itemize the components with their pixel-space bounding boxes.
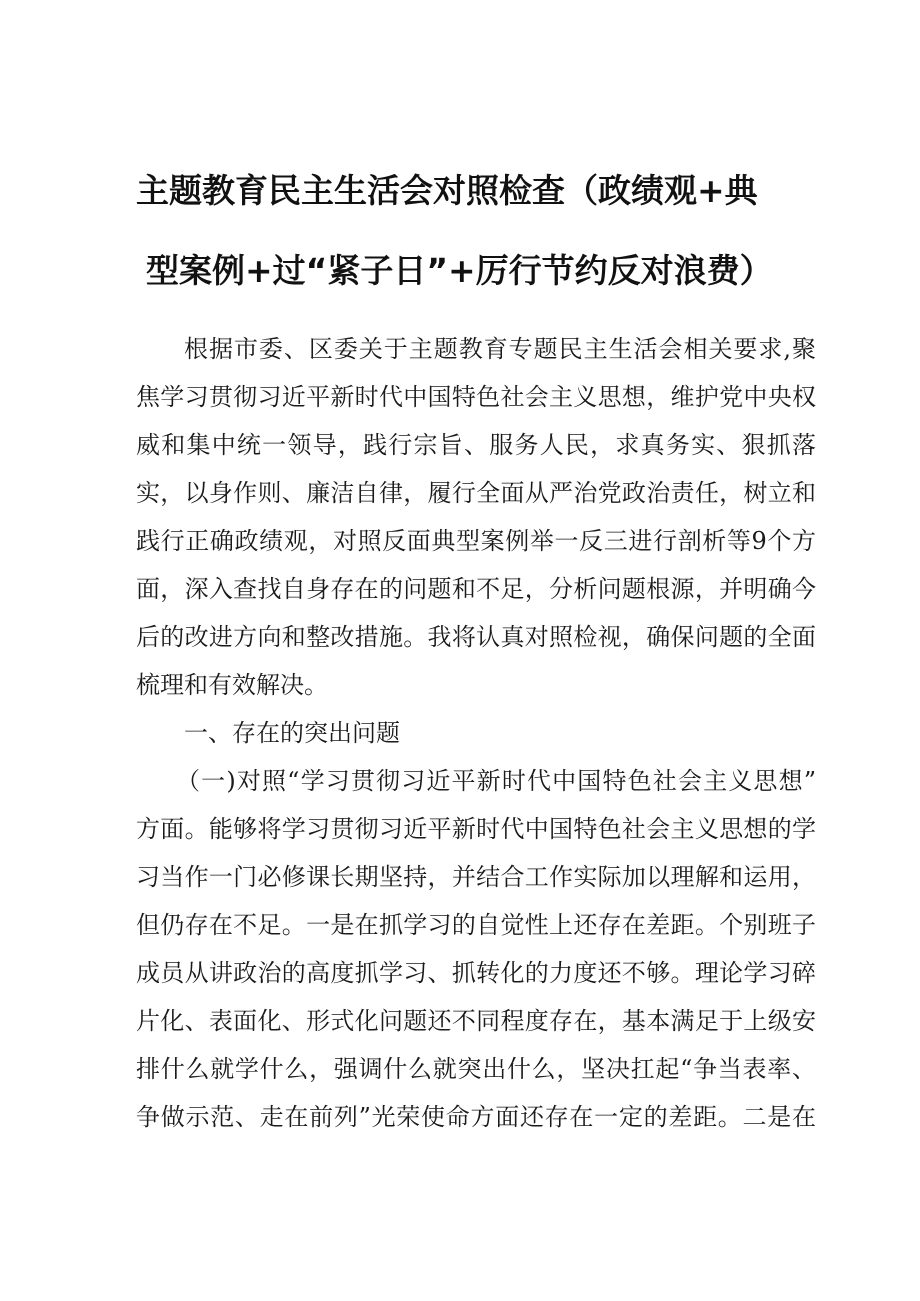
item-line-8: 争做示范、走在前列”光荣使命方面还存在一定的差距。二是在 [136,1103,816,1131]
item-line-2: 方面。能够将学习贯彻习近平新时代中国特色社会主义思想的学 [136,815,816,843]
intro-line-7: 后的改进方向和整改措施。我将认真对照检视，确保问题的全面 [136,623,816,651]
section-heading: 一、存在的突出问题 [184,719,400,747]
document-title-line-1: 主题教育民主生活会对照检查（政绩观+典 [136,171,758,210]
item-line-3: 习当作一门必修课长期坚持，并结合工作实际加以理解和运用， [136,863,816,891]
intro-line-4: 实，以身作则、廉洁自律，履行全面从严治党政治责任，树立和 [136,479,816,507]
intro-line-5: 践行正确政绩观，对照反面典型案例举一反三进行剖析等9个方 [136,527,816,555]
item-line-7: 排什么就学什么，强调什么就突出什么，坚决扛起“争当表率、 [136,1055,816,1083]
item-line-6: 片化、表面化、形式化问题还不同程度存在，基本满足于上级安 [136,1007,816,1035]
intro-line-1: 根据市委、区委关于主题教育专题民主生活会相关要求,聚 [184,335,816,363]
item-line-1: （一)对照“学习贯彻习近平新时代中国特色社会主义思想” [176,767,816,795]
intro-line-3: 威和集中统一领导，践行宗旨、服务人民，求真务实、狠抓落 [136,431,816,459]
intro-line-6: 面，深入查找自身存在的问题和不足，分析问题根源，并明确今 [136,575,816,603]
item-line-4: 但仍存在不足。一是在抓学习的自觉性上还存在差距。个别班子 [136,911,816,939]
intro-line-8: 梳理和有效解决。 [136,671,328,699]
document-title-line-2: 型案例+过“紧子日”+厉行节约反对浪费） [146,251,773,290]
intro-line-2: 焦学习贯彻习近平新时代中国特色社会主义思想，维护党中央权 [136,383,816,411]
item-line-5: 成员从讲政治的高度抓学习、抓转化的力度还不够。理论学习碎 [136,959,816,987]
